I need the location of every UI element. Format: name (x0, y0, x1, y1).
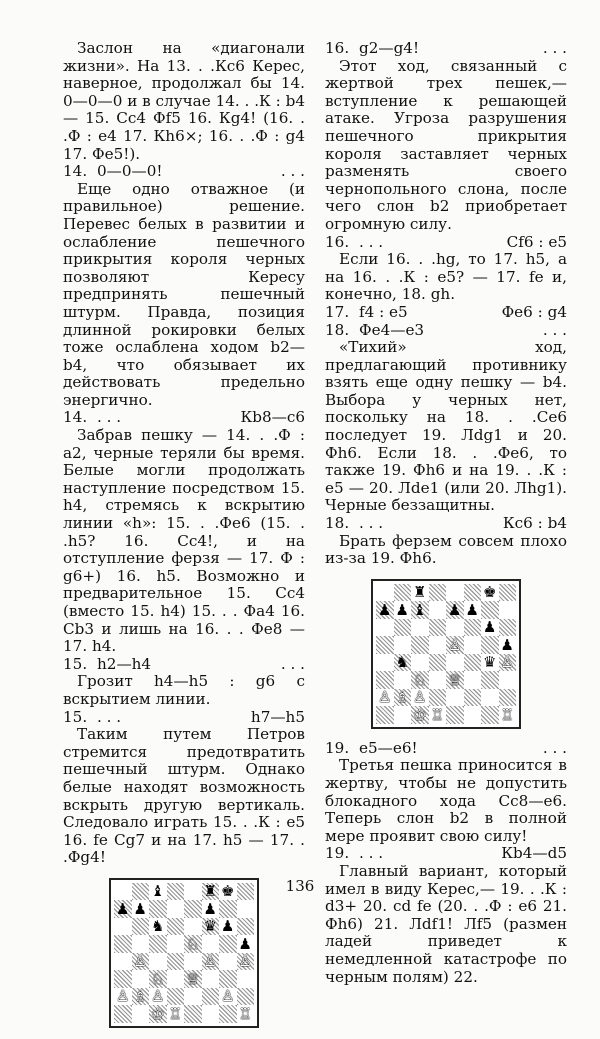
move-number: 18. (325, 514, 350, 533)
black-move: Фе6 : g4 (501, 302, 567, 321)
paragraph: Грозит h4—h5 : g6 с вскрытием линии. (63, 672, 305, 708)
chess-piece: ♔ (151, 1004, 165, 1023)
move-number: 17. (325, 302, 350, 321)
chess-piece: ♙ (221, 987, 235, 1006)
board-square-occupied (411, 671, 429, 689)
chess-piece: ♟ (500, 635, 514, 654)
board-square (132, 970, 150, 988)
board-square (149, 900, 167, 918)
board-square-occupied (149, 918, 167, 936)
black-move: h7—h5 (250, 707, 305, 726)
chess-piece: ♖ (238, 1004, 252, 1023)
chess-piece: ♖ (168, 1004, 182, 1023)
board-square-occupied (202, 953, 220, 971)
board-square (481, 689, 499, 707)
chess-piece: ♟ (221, 917, 235, 936)
board-square-occupied (184, 970, 202, 988)
board-square-occupied (167, 1005, 185, 1023)
board-square (219, 970, 237, 988)
board-square (167, 953, 185, 971)
board-square-occupied (114, 900, 132, 918)
move-line (63, 656, 305, 674)
board-square-occupied (184, 935, 202, 953)
board-square (114, 970, 132, 988)
board-square (184, 1005, 202, 1023)
chess-piece: ♜ (413, 583, 427, 602)
board-square (114, 953, 132, 971)
board-square (446, 706, 464, 724)
chess-piece: ♟ (133, 899, 147, 918)
paragraph: Брать ферзем совсем плохо из-за 19. Фh6. (325, 531, 567, 568)
board-square (202, 935, 220, 953)
board-square (411, 654, 429, 672)
white-move: f4 : е5 (359, 302, 408, 321)
board-square (464, 584, 482, 602)
chess-piece: ♟ (203, 899, 217, 918)
paragraph: Еще одно отважное (и правильное) решение. Перевес белых в развитии и ослабление пешечного прикрытия короля черных позволяют Кересу предпринять пешечный штурм. Правда, позиция длинной рокировки белых тоже ослаблена ходом b2—b4, что обязывает их действовать предельно энергично. (63, 179, 305, 409)
board-square (429, 584, 447, 602)
move-line (325, 322, 567, 340)
move-line (325, 515, 567, 533)
board-square-occupied (219, 918, 237, 936)
board-square (184, 918, 202, 936)
move-line (325, 234, 567, 252)
board-square (376, 584, 394, 602)
board-square (499, 671, 517, 689)
move-line (325, 845, 567, 863)
white-move: е5—е6! (359, 738, 418, 757)
chess-piece: ♟ (395, 600, 409, 619)
board-square-occupied (219, 988, 237, 1006)
board-square (149, 935, 167, 953)
chess-piece: ♙ (238, 952, 252, 971)
board-square-occupied (394, 654, 412, 672)
board-square-occupied (446, 601, 464, 619)
move-number: 19. (325, 738, 350, 757)
board-square-occupied (394, 689, 412, 707)
chess-piece: ♚ (483, 583, 497, 602)
black-move: . . . (280, 162, 305, 181)
board-square (499, 601, 517, 619)
board-square-occupied (237, 953, 255, 971)
black-move: . . . (542, 320, 567, 339)
board-square (481, 706, 499, 724)
board-square-occupied (376, 689, 394, 707)
chess-piece: ♟ (465, 600, 479, 619)
board-square-occupied (411, 584, 429, 602)
chess-piece: ♛ (203, 917, 217, 936)
board-square (499, 619, 517, 637)
chess-diagram (371, 579, 521, 729)
board-square-occupied (237, 1005, 255, 1023)
board-square-occupied (411, 706, 429, 724)
move-number: 14. (63, 162, 88, 181)
page-number: 136 (285, 877, 315, 895)
white-move: Фе4—е3 (359, 320, 425, 339)
board-square-occupied (114, 988, 132, 1006)
board-square (411, 619, 429, 637)
chess-piece: ♔ (413, 705, 427, 724)
move-line (325, 40, 567, 58)
move-number: 19. (325, 844, 350, 863)
board-square (499, 584, 517, 602)
board-square (499, 689, 517, 707)
board-square (132, 1005, 150, 1023)
chess-piece: ♙ (448, 635, 462, 654)
board-square-occupied (149, 970, 167, 988)
board-square (237, 918, 255, 936)
board-square-occupied (499, 654, 517, 672)
board-square (446, 654, 464, 672)
chess-piece: ♚ (221, 882, 235, 901)
board-square (394, 671, 412, 689)
paragraph: Забрав пешку — 14. . .Ф : а2, черные теряли бы время. Белые могли продолжать наступление посредством 15. h4, стремясь к вскрытию линии «h»: 15. . .Фе6 (15. . .h5? 16. Сс4!, и на отступление ферзя — 17. Ф : g6+) 16. h5. Возможно и предварительное 15. Сс4 (вместо 15. h4) 15. . . Фа4 16. Сb3 и лишь на 16. . . Фе8 — 17. h4. (63, 426, 305, 656)
board-square (167, 970, 185, 988)
board-square-occupied (446, 636, 464, 654)
chess-piece: ♗ (395, 688, 409, 707)
board-square (114, 935, 132, 953)
board-square (464, 619, 482, 637)
chess-piece: ♟ (483, 618, 497, 637)
move-line (63, 163, 305, 181)
board-square (411, 636, 429, 654)
board-square (202, 988, 220, 1006)
chess-piece: ♝ (413, 600, 427, 619)
chess-piece: ♞ (151, 917, 165, 936)
board-square-occupied (411, 689, 429, 707)
board-square (464, 671, 482, 689)
move-number: 16. (325, 39, 350, 57)
chess-piece: ♖ (500, 705, 514, 724)
board-square-occupied (202, 918, 220, 936)
board-square-occupied (149, 988, 167, 1006)
black-move: Кb4—d5 (501, 844, 567, 863)
move-number: 14. (63, 408, 88, 427)
move-line (325, 740, 567, 758)
board-square-occupied (499, 706, 517, 724)
board-square (132, 935, 150, 953)
board-square (376, 654, 394, 672)
board-square (149, 953, 167, 971)
chess-piece: ♙ (500, 653, 514, 672)
board-square (429, 689, 447, 707)
board-square (219, 953, 237, 971)
white-move: . . . (359, 232, 384, 251)
board-square (202, 1005, 220, 1023)
move-number: 15. (63, 707, 88, 726)
board-square-occupied (429, 706, 447, 724)
board-square (184, 953, 202, 971)
board-square (429, 654, 447, 672)
board-square (167, 900, 185, 918)
chess-piece: ♙ (151, 987, 165, 1006)
paragraph: Таким путем Петров стремится предотвратить пешечный штурм. Однако белые находят возможность вскрыть другую вертикаль. Следовало играть 15. . .К : е5 16. fe Сg7 и на 17. h5 — 17. . .Фg4! (63, 725, 305, 867)
board-square (132, 918, 150, 936)
paragraph: Главный вариант, который имел в виду Керес,— 19. . .К : d3+ 20. cd fe (20. . .Ф : е6 21. Фh6) 21. Лdf1! Лf5 (размен ладей приведет к немедленной катастрофе по черным полям) 22. (325, 861, 567, 986)
board-square-occupied (132, 953, 150, 971)
white-move: h2—h4 (97, 654, 152, 673)
chess-piece: ♟ (116, 899, 130, 918)
black-move: Кb8—с6 (240, 408, 305, 427)
black-move: Сf6 : е5 (506, 232, 567, 251)
board-square-occupied (411, 601, 429, 619)
move-line (63, 409, 305, 427)
chess-piece: ♙ (116, 987, 130, 1006)
board-square-occupied (499, 636, 517, 654)
white-move: 0—0—0! (97, 162, 163, 181)
right-column (325, 40, 567, 986)
board-square (114, 1005, 132, 1023)
board-square (167, 988, 185, 1006)
board-square-occupied (376, 601, 394, 619)
black-move: Кс6 : b4 (502, 514, 567, 533)
move-number: 15. (63, 654, 88, 673)
chess-piece: ♝ (151, 882, 165, 901)
board-square (167, 935, 185, 953)
board-square (219, 935, 237, 953)
board-square (446, 619, 464, 637)
board-square (481, 601, 499, 619)
chess-piece: ♙ (413, 688, 427, 707)
board-square (376, 671, 394, 689)
chess-piece: ♛ (483, 653, 497, 672)
chess-piece: ♘ (186, 934, 200, 953)
board-square (184, 988, 202, 1006)
move-line (63, 709, 305, 727)
board-square (376, 619, 394, 637)
board-square (394, 619, 412, 637)
board-square-occupied (132, 900, 150, 918)
black-move: . . . (542, 738, 567, 757)
chess-piece: ♘ (413, 670, 427, 689)
chess-piece: ♟ (378, 600, 392, 619)
board-square-occupied (237, 935, 255, 953)
board-square (464, 706, 482, 724)
board-square-occupied (464, 601, 482, 619)
paragraph: Третья пешка приносится в жертву, чтобы не допустить блокадного хода Сс8—е6. Теперь слон b2 в полной мере проявит свою силу! (325, 756, 567, 845)
board-square-occupied (481, 584, 499, 602)
chess-piece: ♙ (378, 688, 392, 707)
board-square (237, 970, 255, 988)
board-square (237, 988, 255, 1006)
board-square (481, 636, 499, 654)
white-move: . . . (359, 844, 384, 863)
board-square (202, 970, 220, 988)
board-square (464, 654, 482, 672)
paragraph: Этот ход, связанный с жертвой трех пешек,— вступление к решающей атаке. Угроза разрушения пешечного прикрытия короля заставляет черных разменять своего чернопольного слона, после чего слон b2 приобретает огромную силу. (325, 56, 567, 233)
board-square (376, 636, 394, 654)
chess-piece: ♘ (151, 969, 165, 988)
chess-piece: ♗ (133, 987, 147, 1006)
board-square (464, 689, 482, 707)
chess-piece: ♙ (133, 952, 147, 971)
chess-piece: ♞ (395, 653, 409, 672)
board-square-occupied (132, 988, 150, 1006)
chess-piece: ♙ (203, 952, 217, 971)
board-square (394, 706, 412, 724)
board-square (237, 900, 255, 918)
paragraph: Заслон на «диагонали жизни». На 13. . .Кс6 Керес, наверное, продолжал бы 14. 0—0—0 и в случае 14. . .К : b4 — 15. Сс4 Фf5 16. Кg4! (16. . .Ф : е4 17. Кh6×; 16. . .Ф : g4 17. Фе5!). (63, 39, 305, 163)
black-move: . . . (280, 654, 305, 673)
white-move: . . . (359, 514, 384, 533)
chess-piece: ♟ (448, 600, 462, 619)
chess-diagram (109, 878, 259, 1028)
board-square-occupied (149, 1005, 167, 1023)
board-square-occupied (481, 654, 499, 672)
white-move: . . . (97, 408, 122, 427)
board-square (219, 900, 237, 918)
board-square-occupied (202, 900, 220, 918)
move-number: 16. (325, 232, 350, 251)
board-square (481, 671, 499, 689)
board-square (167, 918, 185, 936)
chess-piece: ♕ (186, 969, 200, 988)
move-number: 18. (325, 320, 350, 339)
board-square-occupied (446, 671, 464, 689)
board-square (394, 584, 412, 602)
board-square (429, 601, 447, 619)
chess-piece: ♜ (203, 882, 217, 901)
board-square (446, 584, 464, 602)
paragraph: «Тихий» ход, предлагающий противнику взять еще одну пешку — b4. Выбора у черных нет, поскольку на 18. . .Се6 последует 19. Лdg1 и 20. Фh6. Если 18. . .Фе6, то также 19. Фh6 и на 19. . .К : е5 — 20. Лdе1 (или 20. Лhg1). Черные беззащитны. (325, 338, 567, 515)
chess-piece: ♟ (238, 934, 252, 953)
board-square (429, 671, 447, 689)
board-square (184, 900, 202, 918)
chess-piece: ♖ (430, 705, 444, 724)
chess-piece: ♕ (448, 670, 462, 689)
board-square (429, 619, 447, 637)
board-square-occupied (481, 619, 499, 637)
board-square (376, 706, 394, 724)
paragraph: Если 16. . .hg, то 17. h5, а на 16. . .К : е5? — 17. fe и, конечно, 18. gh. (325, 250, 567, 304)
board-square (446, 689, 464, 707)
board-square (114, 918, 132, 936)
board-square (394, 636, 412, 654)
board-square (219, 1005, 237, 1023)
black-move: . . . (542, 39, 567, 57)
white-move: . . . (97, 707, 122, 726)
white-move: g2—g4! (359, 39, 420, 57)
move-line (325, 304, 567, 322)
board-square (429, 636, 447, 654)
board-square (464, 636, 482, 654)
board-square-occupied (394, 601, 412, 619)
